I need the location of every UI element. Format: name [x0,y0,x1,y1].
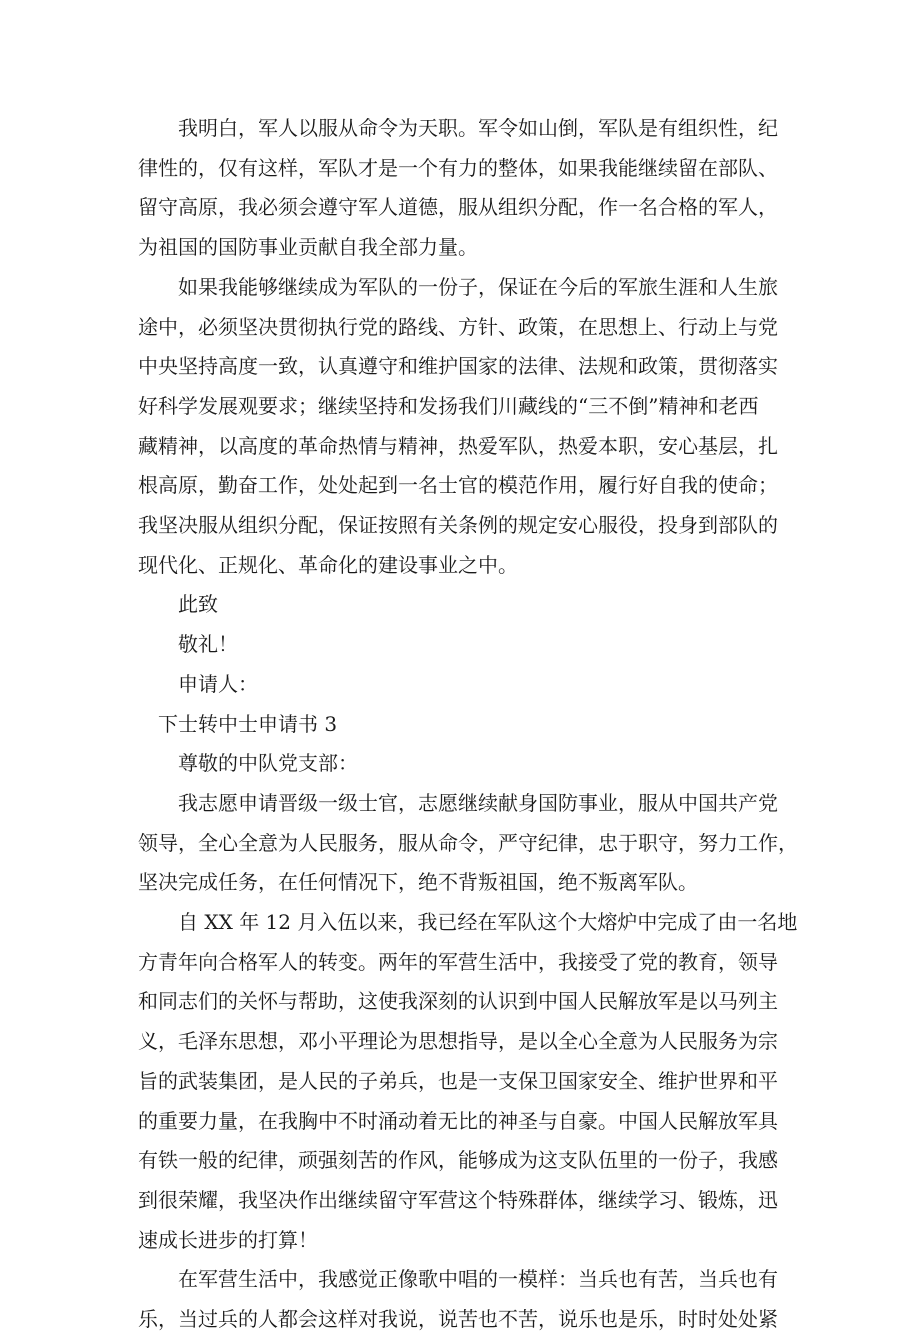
text-line: 尊敬的中队党支部： [138,751,358,776]
text-line: 坚决完成任务，在任何情况下，绝不背叛祖国，绝不叛离军队。 [138,870,698,895]
text-line: 和同志们的关怀与帮助，这使我深刻的认识到中国人民解放军是以马列主 [138,989,778,1014]
text-line: 根高原，勤奋工作，处处起到一名士官的模范作用，履行好自我的使命； [138,473,778,498]
text-line: 我坚决服从组织分配，保证按照有关条例的规定安心服役，投身到部队的 [138,513,778,537]
text-line: 的重要力量，在我胸中不时涌动着无比的神圣与自豪。中国人民解放军具 [138,1108,778,1133]
text-line: 乐，当过兵的人都会这样对我说，说苦也不苦，说乐也是乐，时时处处紧 [138,1307,778,1331]
text-line: 藏精神，以高度的革命热情与精神，热爱军队，热爱本职，安心基层，扎 [138,433,778,458]
text-line: 中央坚持高度一致，认真遵守和维护国家的法律、法规和政策，贯彻落实 [138,354,778,379]
text-line: 我志愿申请晋级一级士官，志愿继续献身国防事业，服从中国共产党 [138,790,778,815]
text-line: 义，毛泽东思想，邓小平理论为思想指导，是以全心全意为人民服务为宗 [138,1029,778,1054]
text-line: 申请人： [138,671,258,696]
text-line: 律性的，仅有这样，军队才是一个有力的整体，如果我能继续留在部队、 [138,155,778,180]
text-line: 下士转中士申请书 3 [138,711,338,736]
text-line: 敬礼！ [138,632,238,657]
text-line: 有铁一般的纪律，顽强刻苦的作风，能够成为这支队伍里的一份子，我感 [138,1148,778,1173]
text-line: 到很荣耀，我坚决作出继续留守军营这个特殊群体，继续学习、锻炼，迅 [138,1187,778,1212]
text-line: 在军营生活中，我感觉正像歌中唱的一模样：当兵也有苦，当兵也有 [138,1267,778,1292]
text-line: 留守高原，我必须会遵守军人道德，服从组织分配，作一名合格的军人， [138,195,778,220]
text-line: 方青年向合格军人的转变。两年的军营生活中，我接受了党的教育，领导 [138,949,778,974]
text-line: 现代化、正规化、革命化的建设事业之中。 [138,552,518,577]
text-line: 旨的武装集团，是人民的子弟兵，也是一支保卫国家安全、维护世界和平 [138,1068,778,1093]
text-line: 此致 [138,592,218,617]
text-line: 我明白，军人以服从命令为天职。军令如山倒，军队是有组织性，纪 [138,116,778,140]
text-line: 途中，必须坚决贯彻执行党的路线、方针、政策，在思想上、行动上与党 [138,314,778,339]
text-line: 为祖国的国防事业贡献自我全部力量。 [138,235,478,260]
text-line: 如果我能够继续成为军队的一份子，保证在今后的军旅生涯和人生旅 [138,274,778,299]
text-line: 自 XX 年 12 月入伍以来，我已经在军队这个大熔炉中完成了由一名地 [138,910,798,934]
text-line: 好科学发展观要求；继续坚持和发扬我们川藏线的“三不倒”精神和老西 [138,393,759,418]
text-line: 领导，全心全意为人民服务，服从命令，严守纪律，忠于职守，努力工作， [138,830,798,855]
text-line: 速成长进步的打算！ [138,1227,318,1252]
